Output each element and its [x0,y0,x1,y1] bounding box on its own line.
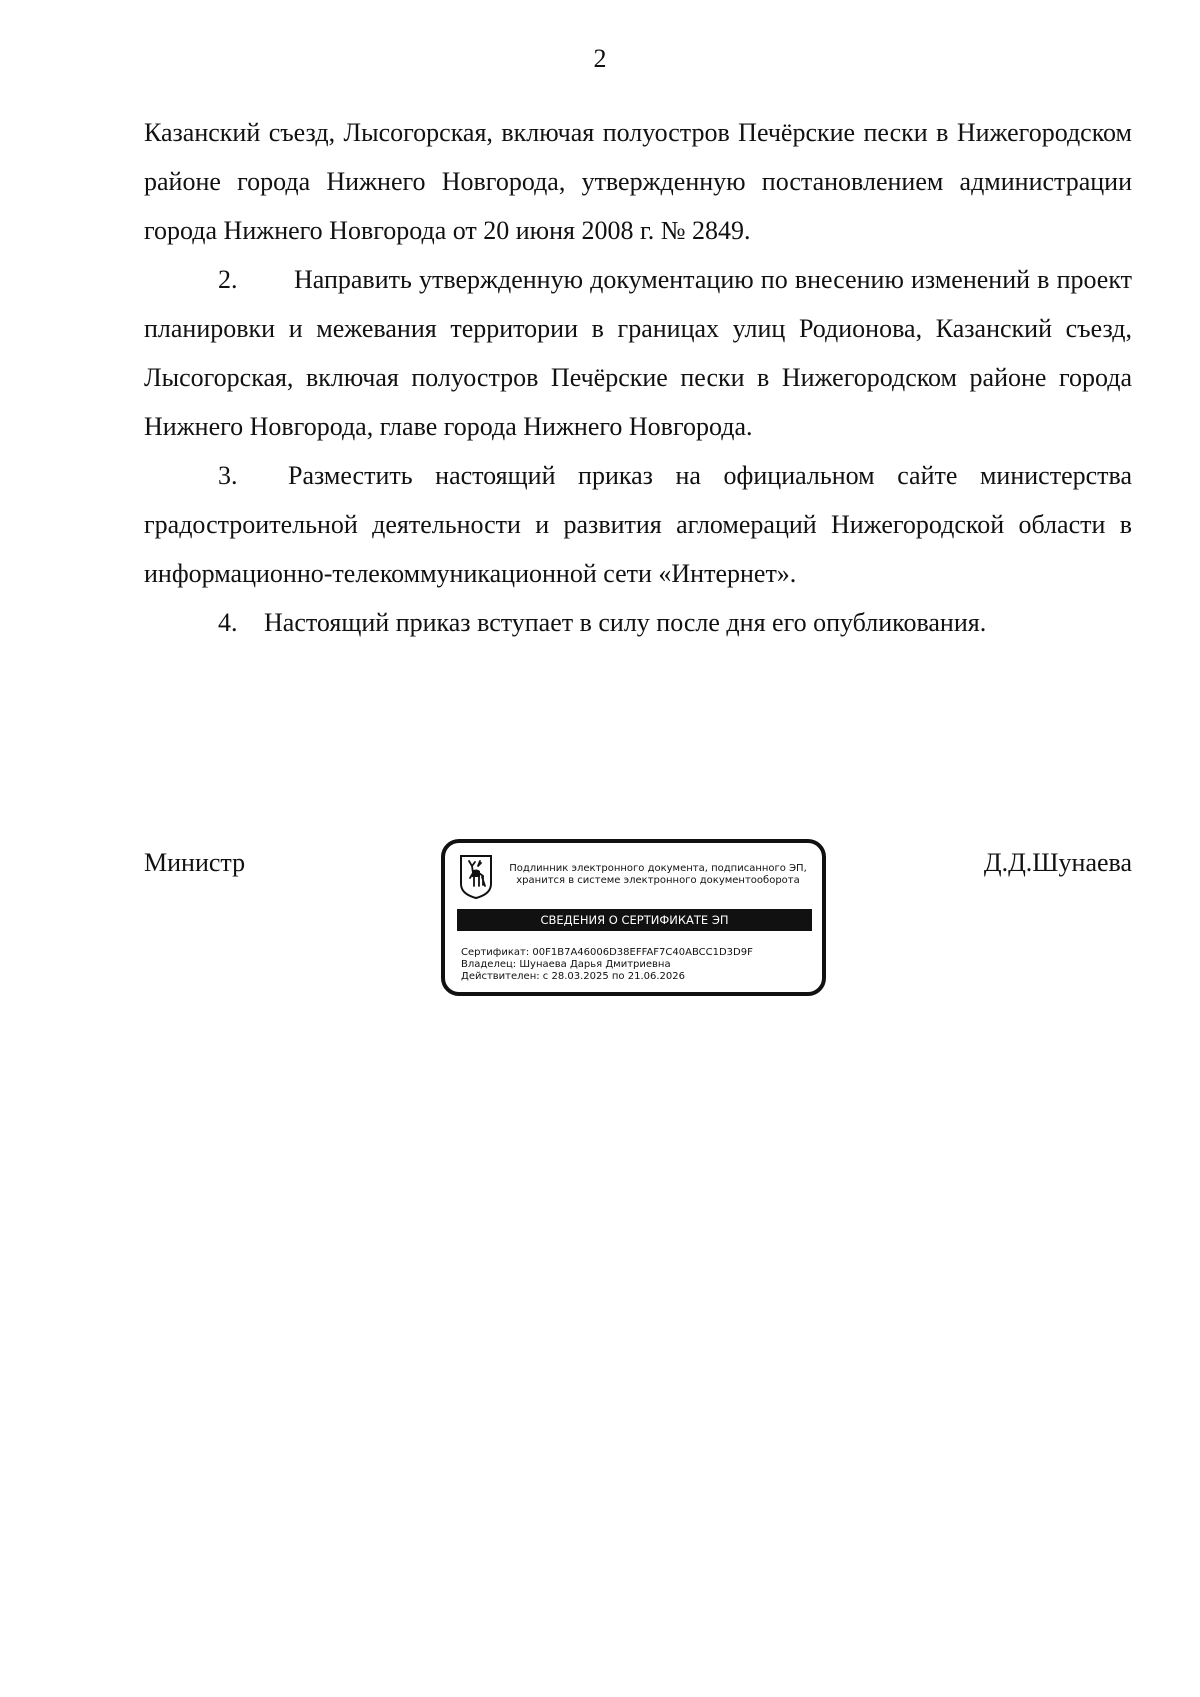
certificate-info [461,947,753,983]
paragraph-item-3 [144,451,1132,598]
page-number: 2 [593,44,607,73]
signer-name: Д.Д.Шунаева [983,848,1132,877]
item-number: 3. [218,461,238,490]
stamp-title-bar: СВЕДЕНИЯ О СЕРТИФИКАТЕ ЭП [457,909,812,931]
item-text: Разместить настоящий приказ на официальном сайте министерства градостроительной деятельности и развития агломераций Нижегородской области в информационно-телекоммуникационной сети «Интернет». [144,461,1132,588]
deer-coat-of-arms-icon [459,854,493,900]
item-text: Направить утвержденную документацию по внесению изменений в проект планировки и межевания территории в границах улиц Родионова, Казанский съезд, Лысогорская, включая полуостров Печёрские пески в Нижегородском районе города Нижнего Новгорода, главе города Нижнего Новгорода. [144,265,1132,441]
paragraph-item-2 [144,255,1132,451]
paragraph-continuation: Казанский съезд, Лысогорская, включая полуостров Печёрские пески в Нижегородском районе города Нижнего Новгорода, утвержденную постановлением администрации города Нижнего Новгорода от 20 июня 2008 г. № 2849. [144,118,1132,245]
item-number: 2. [218,265,238,294]
stamp-header-line: хранится в системе электронного документооборота [516,875,800,886]
item-text: Настоящий приказ вступает в силу после дня его опубликования. [264,608,987,637]
certificate-number: Сертификат: 00F1B7A46006D38EFFAF7C40ABCC1D3D9F [461,947,753,958]
stamp-header [497,863,819,887]
certificate-validity: Действителен: с 28.03.2025 по 21.06.2026 [461,971,685,982]
electronic-signature-stamp [441,839,826,996]
paragraph-item-4 [144,598,1132,647]
document-body [144,108,1132,647]
stamp-header-line: Подлинник электронного документа, подписанного ЭП, [509,863,807,874]
signer-position: Министр [144,848,246,877]
item-number: 4. [218,608,238,637]
certificate-owner: Владелец: Шунаева Дарья Дмитриевна [461,959,671,970]
